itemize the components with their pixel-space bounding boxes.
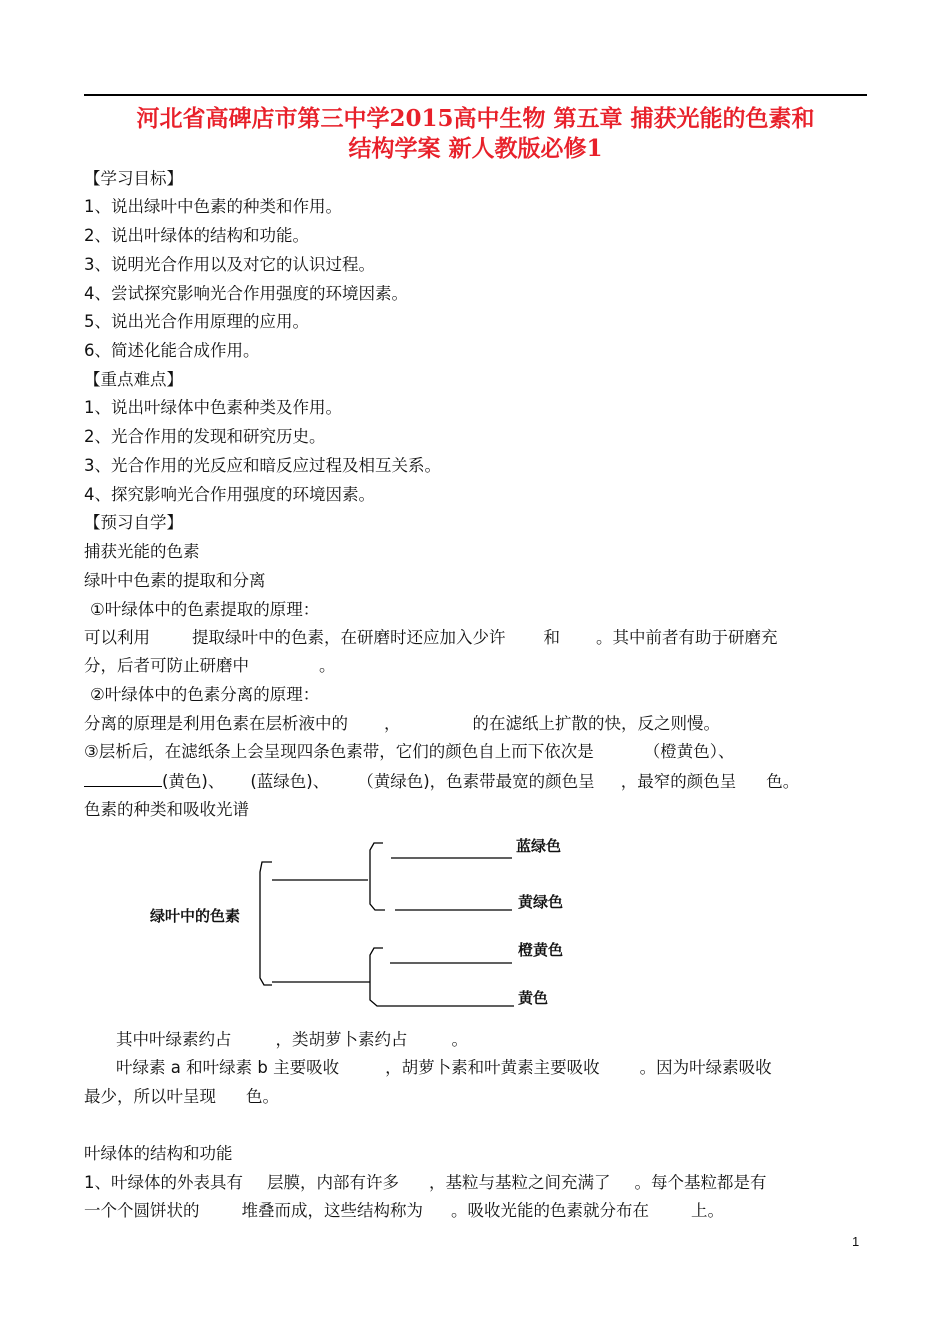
text-segment: 1、叶绿体的外表具有 (84, 1173, 243, 1192)
page-title-line-1: 河北省高碑店市第三中学2015高中生物 第五章 捕获光能的色素和 (136, 105, 815, 132)
diagram-leaf-label: 蓝绿色 (516, 838, 562, 855)
diagram-leaf-label: 橙黄色 (518, 942, 564, 959)
text-segment: 和 (543, 628, 560, 647)
absorb-text-line-2 (116, 1057, 772, 1079)
text-segment: 。每个基粒都是有 (634, 1173, 767, 1192)
text-segment: 一个个圆饼状的 (84, 1201, 200, 1220)
text-segment: ，类胡萝卜素约占 (275, 1030, 408, 1049)
text-segment: (蓝绿色)、 (250, 772, 330, 791)
text-segment: 。因为叶绿素吸收 (639, 1058, 772, 1077)
text-segment: 堆叠而成，这些结构称为 (241, 1201, 423, 1220)
text-segment: （黄绿色)，色素带最宽的颜色呈 (357, 772, 595, 791)
text-segment: 最少，所以叶呈现 (84, 1087, 216, 1106)
text-segment: 色。 (246, 1087, 279, 1106)
text-segment: (黄色)、 (162, 772, 225, 791)
preview-subheading: 绿叶中色素的提取和分离 (84, 571, 266, 590)
text-segment: 其中叶绿素约占 (116, 1030, 232, 1049)
chloroplast-heading: 叶绿体的结构和功能 (84, 1144, 233, 1163)
separation-principle-heading: ②叶绿体中的色素分离的原理： (90, 685, 320, 704)
key-point-item: 2、光合作用的发现和研究历史。 (84, 427, 326, 446)
text-segment: 。吸收光能的色素就分布在 (451, 1201, 649, 1220)
text-segment: 上。 (691, 1201, 724, 1220)
objective-item: 2、说出叶绿体的结构和功能。 (84, 226, 309, 245)
objective-item: 4、尝试探究影响光合作用强度的环境因素。 (84, 284, 408, 303)
page-title-line-2: 结构学案 新人教版必修1 (348, 135, 603, 162)
text-segment: ，胡萝卜素和叶黄素主要吸收 (385, 1058, 600, 1077)
text-segment: 分，后者可防止研磨中 (84, 656, 249, 675)
text-segment: ， (384, 714, 401, 733)
preview-subheading: 捕获光能的色素 (84, 542, 200, 561)
chloroplast-text-line-2 (84, 1200, 724, 1222)
absorb-text-line-1 (116, 1029, 468, 1051)
objective-item: 1、说出绿叶中色素的种类和作用。 (84, 197, 342, 216)
text-segment: ，最窄的颜色呈 (620, 772, 737, 791)
diagram-leaf-label: 黄色 (518, 990, 549, 1007)
text-segment: 提取绿叶中的色素，在研磨时还应加入少许 (192, 628, 506, 647)
text-segment: 的在滤纸上扩散的快，反之则慢。 (472, 714, 720, 733)
key-points-heading: 【重点难点】 (84, 370, 183, 389)
text-segment: 层膜，内部有许多 (267, 1173, 399, 1192)
text-segment: （橙黄色）、 (643, 742, 735, 761)
text-segment: 分离的原理是利用色素在层析液中的 (84, 714, 348, 733)
objective-item: 6、简述化能合成作用。 (84, 341, 260, 360)
preview-heading: 【预习自学】 (84, 513, 183, 532)
page-number: 1 (852, 1234, 860, 1249)
objective-item: 3、说明光合作用以及对它的认识过程。 (84, 255, 375, 274)
key-point-item: 4、探究影响光合作用强度的环境因素。 (84, 485, 375, 504)
text-segment: 叶绿素 a 和叶绿素 b 主要吸收 (116, 1058, 340, 1077)
key-point-item: 1、说出叶绿体中色素种类及作用。 (84, 398, 342, 417)
objective-item: 5、说出光合作用原理的应用。 (84, 312, 309, 331)
text-segment: 色。 (766, 772, 800, 791)
key-point-item: 3、光合作用的光反应和暗反应过程及相互关系。 (84, 456, 441, 475)
diagram-root-label: 绿叶中的色素 (150, 908, 241, 925)
text-segment: 可以利用 (84, 628, 150, 647)
extraction-principle-heading: ①叶绿体中的色素提取的原理： (90, 600, 320, 619)
objectives-heading: 【学习目标】 (84, 169, 183, 188)
text-segment: ，基粒与基粒之间充满了 (429, 1173, 611, 1192)
text-segment: 。其中前者有助于研磨充 (596, 628, 778, 647)
text-segment: 。 (319, 656, 336, 675)
chloroplast-text-line-1 (84, 1172, 767, 1194)
text-segment: ③层析后，在滤纸条上会呈现四条色素带，它们的颜色自上而下依次是 (84, 742, 594, 761)
diagram-leaf-label: 黄绿色 (518, 894, 564, 911)
pigment-types-heading: 色素的种类和吸收光谱 (84, 800, 249, 819)
text-segment: 。 (451, 1030, 468, 1049)
absorb-text-line-3 (84, 1086, 279, 1108)
